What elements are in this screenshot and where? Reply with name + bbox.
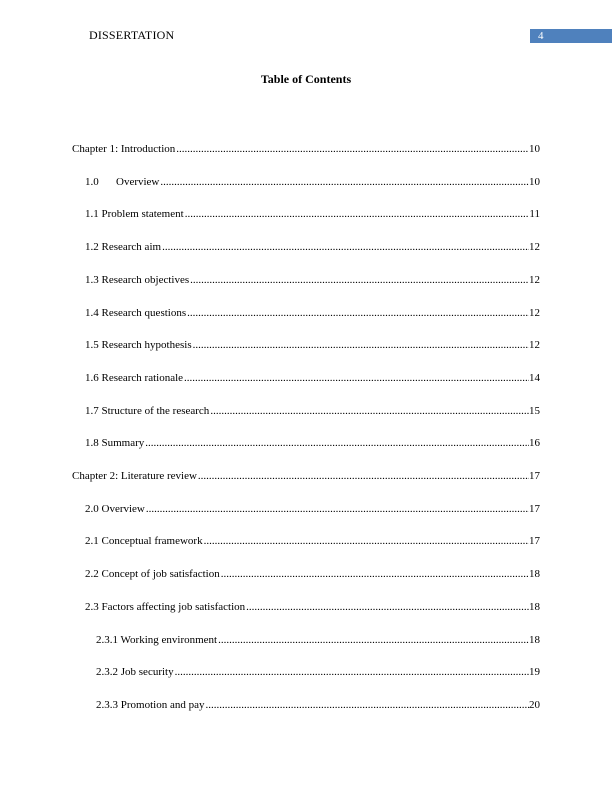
toc-entry[interactable]	[85, 404, 540, 418]
toc-entry-page-number: 18	[529, 633, 540, 646]
toc-entry-label: 1.3 Research objectives	[85, 273, 190, 286]
toc-entry-page-number: 16	[529, 437, 540, 450]
toc-dot-leader	[204, 534, 529, 548]
toc-entry-page-number: 18	[529, 568, 540, 581]
toc-entry[interactable]	[85, 207, 540, 221]
toc-entry-page-number: 12	[529, 241, 540, 254]
toc-dot-leader	[187, 306, 529, 320]
toc-entry-page-number: 15	[529, 404, 540, 417]
toc-entry-label: 1.6 Research rationale	[85, 371, 184, 384]
toc-entry-label: 2.3.1 Working environment	[96, 633, 218, 646]
toc-entry[interactable]	[85, 600, 540, 614]
toc-dot-leader	[175, 665, 529, 679]
toc-entry[interactable]	[96, 698, 540, 712]
toc-entry-label: 2.3 Factors affecting job satisfaction	[85, 600, 246, 613]
toc-entry-number: 1.0	[85, 175, 99, 188]
toc-entry-label: 1.2 Research aim	[85, 241, 162, 254]
toc-entry[interactable]	[72, 142, 540, 156]
toc-entry-page-number: 10	[529, 143, 540, 155]
toc-heading: Table of Contents	[260, 72, 352, 86]
toc-entry[interactable]	[85, 175, 540, 189]
toc-dot-leader	[221, 567, 529, 581]
toc-entry-label: 2.1 Conceptual framework	[85, 535, 203, 548]
toc-entry[interactable]	[85, 273, 540, 287]
toc-entry[interactable]	[96, 633, 540, 647]
toc-entry-page-number: 12	[529, 339, 540, 352]
toc-entry[interactable]	[96, 665, 540, 679]
toc-dot-leader	[145, 436, 529, 450]
toc-dot-leader	[176, 142, 529, 156]
toc-dot-leader	[190, 273, 529, 287]
toc-dot-leader	[218, 633, 529, 647]
running-header-title: DISSERTATION	[89, 28, 175, 42]
toc-entry-page-number: 17	[529, 502, 540, 515]
toc-entry[interactable]	[72, 469, 540, 483]
toc-entry-page-number: 11	[529, 208, 540, 221]
toc-dot-leader	[146, 502, 529, 516]
toc-entry-label: 1.1 Problem statement	[85, 208, 184, 221]
toc-entry-label: 1.5 Research hypothesis	[85, 339, 192, 352]
toc-entry[interactable]	[85, 436, 540, 450]
toc-entry-page-number: 17	[529, 535, 540, 548]
toc-entry[interactable]	[85, 371, 540, 385]
toc-entry[interactable]	[85, 567, 540, 581]
toc-entry[interactable]	[85, 338, 540, 352]
toc-entry[interactable]	[85, 306, 540, 320]
toc-dot-leader	[160, 175, 529, 189]
toc-dot-leader	[184, 371, 529, 385]
toc-entry-page-number: 19	[529, 666, 540, 679]
toc-entry-label: 2.2 Concept of job satisfaction	[85, 568, 220, 581]
toc-dot-leader	[185, 207, 530, 221]
toc-dot-leader	[205, 698, 529, 712]
toc-dot-leader	[193, 338, 529, 352]
toc-entry-label: 1.4 Research questions	[85, 306, 187, 319]
toc-entry-page-number: 17	[529, 470, 540, 482]
toc-entry-label: 1.8 Summary	[85, 437, 145, 450]
toc-entry-page-number: 12	[529, 273, 540, 286]
toc-dot-leader	[210, 404, 529, 418]
toc-entry-page-number: 12	[529, 306, 540, 319]
toc-entry-label: 2.3.2 Job security	[96, 666, 174, 679]
toc-entry-label: Chapter 2: Literature review	[72, 470, 197, 482]
toc-entry-page-number: 20	[529, 698, 540, 711]
page-number-badge: 4	[530, 29, 612, 43]
toc-dot-leader	[198, 469, 529, 483]
toc-entry[interactable]	[85, 240, 540, 254]
toc-entry[interactable]	[85, 502, 540, 516]
toc-entry-page-number: 10	[529, 175, 540, 188]
toc-entry[interactable]	[85, 534, 540, 548]
toc-dot-leader	[162, 240, 529, 254]
toc-entry-label: Overview	[116, 175, 160, 188]
toc-entry-label: 2.0 Overview	[85, 502, 145, 515]
toc-entry-label: Chapter 1: Introduction	[72, 143, 176, 155]
toc-entry-label: 1.7 Structure of the research	[85, 404, 210, 417]
toc-entry-page-number: 14	[529, 371, 540, 384]
toc-dot-leader	[246, 600, 529, 614]
toc-entry-label: 2.3.3 Promotion and pay	[96, 698, 205, 711]
toc-entry-page-number: 18	[529, 600, 540, 613]
